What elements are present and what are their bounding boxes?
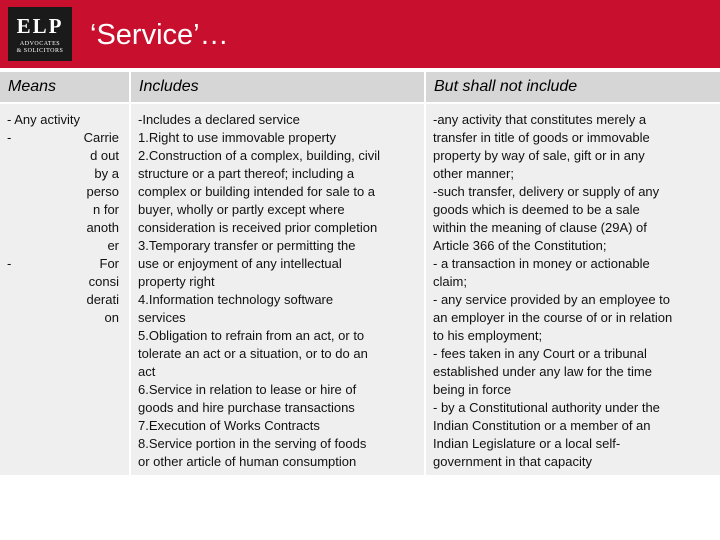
- excludes-line: - any service provided by an employee to: [433, 292, 671, 307]
- includes-line: use or enjoyment of any intellectual: [138, 256, 342, 271]
- means-words: [21, 129, 123, 255]
- means-word: anoth: [86, 220, 119, 235]
- header-means: Means: [0, 72, 130, 103]
- excludes-line: -such transfer, delivery or supply of any: [433, 184, 660, 199]
- includes-line: 7.Execution of Works Contracts: [138, 418, 320, 433]
- includes-line: complex or building intended for sale to a: [138, 184, 376, 199]
- table-body-row: [0, 103, 720, 475]
- excludes-line: an employer in the course of or in relation: [433, 310, 673, 325]
- includes-line: tolerate an act or a situation, or to do an: [138, 346, 368, 361]
- means-cell: [0, 103, 130, 475]
- means-dash: -: [7, 130, 12, 145]
- excludes-line: property by way of sale, gift or in any: [433, 148, 645, 163]
- excludes-line: goods which is deemed to be a sale: [433, 202, 640, 217]
- includes-line: consideration is received prior completion: [138, 220, 378, 235]
- includes-line: buyer, wholly or partly except where: [138, 202, 345, 217]
- means-word: er: [107, 238, 119, 253]
- elp-logo: [8, 7, 72, 61]
- includes-line: act: [138, 364, 156, 379]
- includes-line: property right: [138, 274, 215, 289]
- includes-line: 3.Temporary transfer or permitting the: [138, 238, 356, 253]
- means-dash: -: [7, 256, 12, 271]
- includes-line: services: [138, 310, 186, 325]
- excludes-line: within the meaning of clause (29A) of: [433, 220, 647, 235]
- header-includes: Includes: [130, 72, 425, 103]
- excludes-line: - by a Constitutional authority under the: [433, 400, 660, 415]
- slide-title: ‘Service’…: [90, 19, 229, 51]
- excludes-line: Indian Legislature or a local self-: [433, 436, 621, 451]
- excludes-line: - a transaction in money or actionable: [433, 256, 650, 271]
- excludes-line: - fees taken in any Court or a tribunal: [433, 346, 647, 361]
- means-word: consi: [88, 274, 119, 289]
- header-excludes: But shall not include: [425, 72, 720, 103]
- logo-sub-line-1: ADVOCATES: [19, 41, 61, 47]
- excludes-line: other manner;: [433, 166, 514, 181]
- excludes-line: established under any law for the time: [433, 364, 652, 379]
- means-item: [7, 255, 123, 327]
- header-bar: [0, 0, 720, 68]
- includes-line: structure or a part thereof; including a: [138, 166, 355, 181]
- means-word: on: [104, 310, 119, 325]
- means-word: For: [99, 256, 119, 271]
- excludes-cell: [425, 103, 720, 475]
- means-word: n for: [92, 202, 119, 217]
- means-word: Carrie: [83, 130, 119, 145]
- includes-line: -Includes a declared service: [138, 112, 300, 127]
- excludes-line: being in force: [433, 382, 512, 397]
- excludes-line: transfer in title of goods or immovable: [433, 130, 650, 145]
- includes-line: 4.Information technology software: [138, 292, 334, 307]
- includes-line: 8.Service portion in the serving of foods: [138, 436, 367, 451]
- logo-sub-text: [8, 41, 72, 55]
- excludes-line: -any activity that constitutes merely a: [433, 112, 647, 127]
- includes-line: or other article of human consumption: [138, 454, 357, 469]
- means-word: derati: [86, 292, 119, 307]
- includes-line: 5.Obligation to refrain from an act, or to: [138, 328, 365, 343]
- includes-cell: [130, 103, 425, 475]
- means-word: by a: [94, 166, 119, 181]
- logo-sub-line-2: & SOLICITORS: [16, 48, 64, 54]
- means-word: perso: [86, 184, 119, 199]
- means-words: [21, 255, 123, 327]
- means-word: d out: [90, 148, 119, 163]
- includes-line: 6.Service in relation to lease or hire of: [138, 382, 357, 397]
- includes-line: 1.Right to use immovable property: [138, 130, 336, 145]
- excludes-line: Indian Constitution or a member of an: [433, 418, 651, 433]
- means-first-line: - Any activity: [7, 112, 80, 127]
- table-header-row: [0, 72, 720, 103]
- logo-main-text: ELP: [16, 14, 64, 38]
- excludes-line: claim;: [433, 274, 467, 289]
- includes-line: 2.Construction of a complex, building, civil: [138, 148, 381, 163]
- includes-line: goods and hire purchase transactions: [138, 400, 355, 415]
- means-item: [7, 129, 123, 255]
- excludes-line: Article 366 of the Constitution;: [433, 238, 607, 253]
- excludes-line: to his employment;: [433, 328, 543, 343]
- excludes-line: government in that capacity: [433, 454, 592, 469]
- service-definition-table: [0, 72, 720, 475]
